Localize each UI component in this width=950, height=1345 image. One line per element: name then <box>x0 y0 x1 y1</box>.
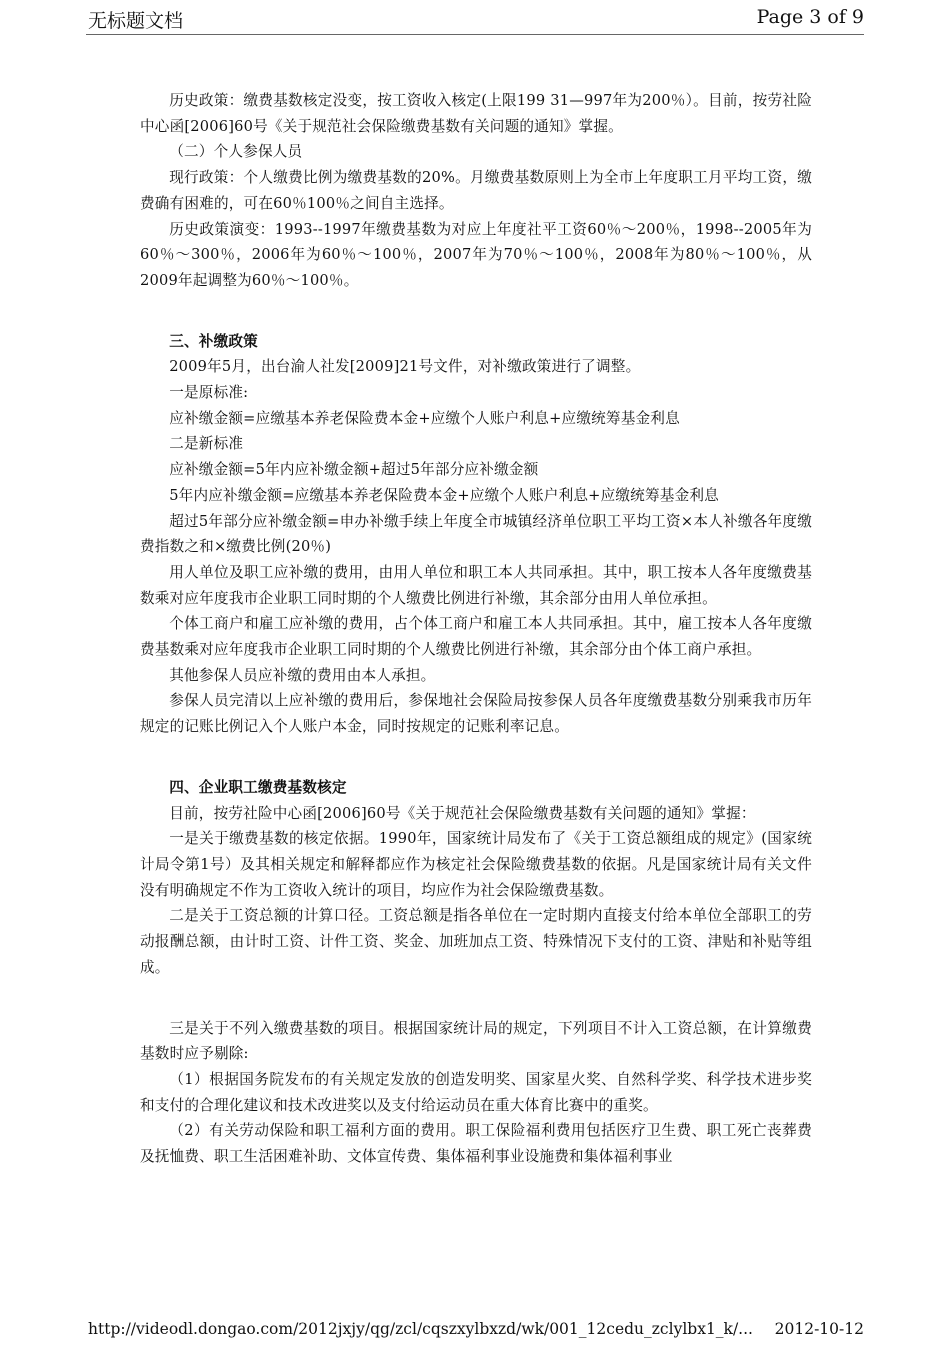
spacer <box>140 294 812 329</box>
paragraph: 其他参保人员应补缴的费用由本人承担。 <box>169 666 436 684</box>
paragraph: 目前，按劳社险中心函[2006]60号《关于规范社会保险缴费基数有关问题的通知》掌握： <box>169 804 756 822</box>
spacer <box>140 981 812 1016</box>
paragraph: 现行政策：个人缴费比例为缴费基数的20%。月缴费基数原则上为全市上年度职工月平均工资，缴费确有困难的，可在60％100％之间自主选择。 <box>140 169 812 212</box>
paragraph: 历史政策：缴费基数核定没变，按工资收入核定(上限199 31—997年为200％）。目前，按劳社险中心函[2006]60号《关于规范社会保险缴费基数有关问题的通知》掌握。 <box>140 92 812 135</box>
paragraph: 应补缴金额=应缴基本养老保险费本金+应缴个人账户利息+应缴统筹基金利息 <box>169 409 680 427</box>
header-divider <box>86 34 864 35</box>
paragraph: 历史政策演变：1993--1997年缴费基数为对应上年度社平工资60％～200％，1998--2005年为60％～300％，2006年为60％～100％，2007年为70％～100％，2008年为80％～100％，从2009年起调整为60％～100％。 <box>140 220 812 289</box>
paragraph: 一是关于缴费基数的核定依据。1990年，国家统计局发布了《关于工资总额组成的规定》(国家统计局令第1号）及其相关规定和解释都应作为核定社会保险缴费基数的依据。凡是国家统计局有关文件没有明确规定不作为工资收入统计的项目，均应作为社会保险缴费基数。 <box>140 830 812 899</box>
paragraph: 个体工商户和雇工应补缴的费用，占个体工商户和雇工本人共同承担。其中，雇工按本人各年度缴费基数乘对应年度我市企业职工同时期的个人缴费比例进行补缴，其余部分由个体工商户承担。 <box>140 615 812 659</box>
paragraph: 超过5年部分应补缴金额=申办补缴手续上年度全市城镇经济单位职工平均工资×本人补缴各年度缴费指数之和×缴费比例(20％) <box>140 512 812 556</box>
paragraph: （2）有关劳动保险和职工福利方面的费用。职工保险福利费用包括医疗卫生费、职工死亡丧葬费及抚恤费、职工生活困难补助、文体宣传费、集体福利事业设施费和集体福利事业 <box>140 1122 812 1166</box>
page-number: Page 3 of 9 <box>756 6 864 28</box>
paragraph: 参保人员完清以上应补缴的费用后，参保地社会保险局按参保人员各年度缴费基数分别乘我市历年规定的记账比例记入个人账户本金，同时按规定的记账利率记息。 <box>140 692 812 736</box>
document-body <box>140 88 812 1170</box>
paragraph: 5年内应补缴金额=应缴基本养老保险费本金+应缴个人账户利息+应缴统筹基金利息 <box>169 486 719 504</box>
spacer <box>140 740 812 775</box>
paragraph: 一是原标准: <box>169 384 249 402</box>
print-date: 2012-10-12 <box>774 1320 864 1338</box>
paragraph: 应补缴金额=5年内应补缴金额+超过5年部分应补缴金额 <box>169 461 539 479</box>
section-heading: 三、补缴政策 <box>169 332 258 350</box>
document-title: 无标题文档 <box>88 10 184 32</box>
paragraph: 三是关于不列入缴费基数的项目。根据国家统计局的规定，下列项目不计入工资总额，在计算缴费基数时应予剔除: <box>140 1019 812 1063</box>
paragraph: （1）根据国务院发布的有关规定发放的创造发明奖、国家星火奖、自然科学奖、科学技术进步奖和支付的合理化建议和技术改进奖以及支付给运动员在重大体育比赛中的重奖。 <box>140 1070 812 1114</box>
paragraph: 用人单位及职工应补缴的费用，由用人单位和职工本人共同承担。其中，职工按本人各年度缴费基数乘对应年度我市企业职工同时期的个人缴费比例进行补缴，其余部分由用人单位承担。 <box>140 563 812 607</box>
paragraph: 二是关于工资总额的计算口径。工资总额是指各单位在一定时期内直接支付给本单位全部职工的劳动报酬总额，由计时工资、计件工资、奖金、加班加点工资、特殊情况下支付的工资、津贴和补贴等组成。 <box>140 907 812 976</box>
paragraph: （二）个人参保人员 <box>169 143 303 161</box>
paragraph: 二是新标准 <box>169 435 244 453</box>
paragraph: 2009年5月，出台渝人社发[2009]21号文件，对补缴政策进行了调整。 <box>169 358 641 376</box>
section-heading: 四、企业职工缴费基数核定 <box>169 778 347 796</box>
source-url: http://videodl.dongao.com/2012jxjy/qg/zcl/cqszxylbxzd/wk/001_12cedu_zclylbx1_k/... <box>88 1320 753 1338</box>
